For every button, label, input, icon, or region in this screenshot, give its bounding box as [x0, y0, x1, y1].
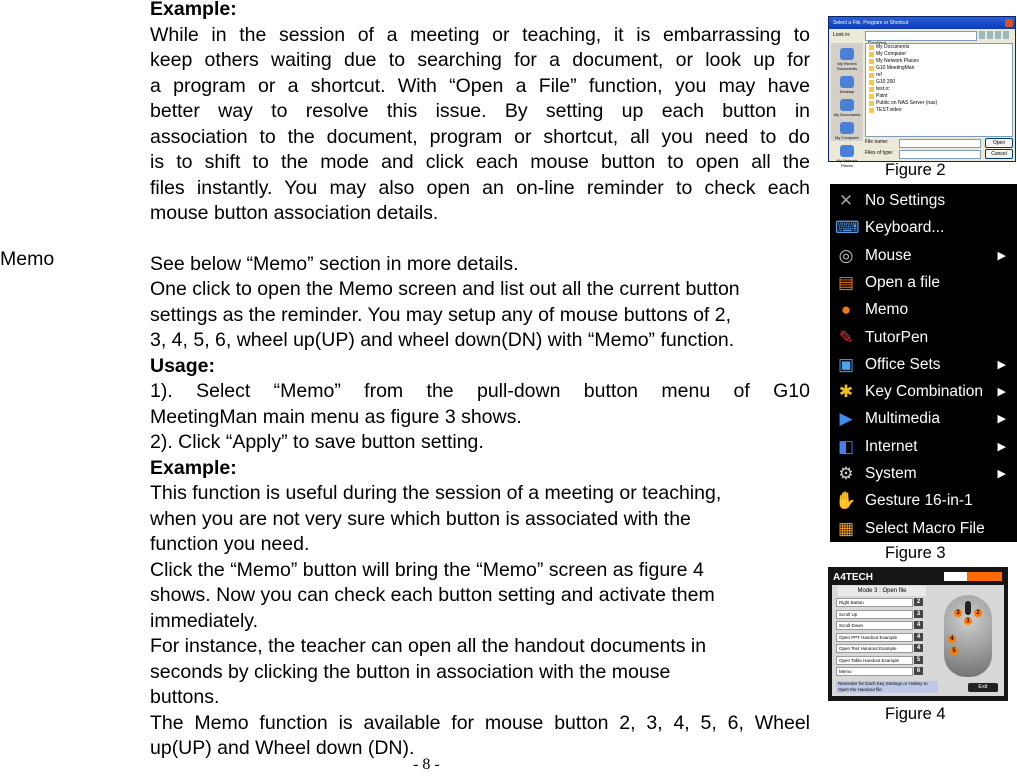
figure-3-menu — [830, 184, 1017, 542]
page-number: - 8 - — [413, 756, 440, 773]
main-text-column — [150, 0, 810, 762]
button-slot: Scroll Down — [836, 621, 913, 630]
mouse-button-marker: 4 — [948, 635, 956, 643]
cancel-button: Cancel — [985, 149, 1013, 159]
text-line: settings as the reminder. You may setup any of mouse buttons of 2, — [150, 303, 732, 326]
exit-button: Exit — [968, 683, 998, 692]
example-heading-2: Example: — [150, 456, 237, 479]
menu-item-label: Memo — [865, 301, 909, 319]
dialog-toolbar — [979, 31, 1011, 39]
menu-item — [830, 351, 1017, 378]
text-line: This function is useful during the session of a meeting or teaching, — [150, 482, 722, 504]
menu-item-label: Mouse — [865, 246, 912, 264]
submenu-arrow-icon: ▶ — [997, 440, 1006, 453]
button-slot: Open Table Handout Example — [836, 656, 913, 665]
menu-item — [830, 433, 1017, 460]
menu-item — [830, 378, 1017, 405]
mouse-button-marker: 2 — [974, 609, 982, 617]
menu-item-icon: ▶ — [839, 409, 853, 429]
figure-4-memo-screen — [828, 567, 1008, 701]
dialog-title: Select a File, Program or Shortcut — [833, 20, 909, 26]
menu-item — [830, 187, 1017, 214]
text-line: See below “Memo” section in more details. — [150, 252, 519, 275]
text-line: mouse button association details. — [150, 202, 439, 224]
text-line: better way to resolve this issue. By setting up each button in — [150, 100, 810, 122]
figure-2-file-dialog — [828, 16, 1016, 168]
submenu-arrow-icon: ▶ — [997, 413, 1006, 426]
submenu-arrow-icon: ▶ — [997, 249, 1006, 262]
memo-term: Memo — [0, 248, 55, 270]
file-list — [865, 43, 1013, 137]
file-item: G10 MeetingMan — [866, 65, 1012, 72]
file-type-label: Files of type: — [865, 150, 894, 156]
text-line: shows. Now you can check each button setting and activate them — [150, 584, 715, 606]
place-icon — [840, 48, 854, 60]
text-line: up(UP) and Wheel down (DN). — [150, 737, 415, 759]
open-button: Open — [985, 138, 1013, 148]
x7-logo — [944, 572, 1002, 581]
example-2-paragraph — [150, 481, 810, 762]
text-line: files instantly. You may also open an on-line reminder to check each — [150, 176, 810, 199]
button-slot: Scroll Up — [836, 610, 913, 619]
text-line: 2). Click “Apply” to save button setting. — [150, 431, 484, 453]
file-item: My Network Places — [866, 58, 1012, 65]
place-item — [831, 122, 863, 140]
close-icon — [1005, 19, 1013, 27]
text-line: function you need. — [150, 533, 310, 555]
text-line: keep others waiting due to searching for a document, or look up for — [150, 49, 810, 71]
dialog-title-bar — [829, 17, 1015, 29]
places-bar — [831, 43, 863, 168]
place-icon — [840, 76, 854, 88]
text-line: For instance, the teacher can open all the handout documents in — [150, 635, 707, 657]
text-line: buttons. — [150, 686, 220, 708]
submenu-arrow-icon: ▶ — [997, 468, 1006, 480]
menu-item — [830, 296, 1017, 323]
menu-item-icon: ▦ — [837, 518, 855, 538]
place-label: My Network Places — [836, 158, 858, 168]
menu-item — [830, 214, 1017, 241]
text-line: 3, 4, 5, 6, wheel up(UP) and wheel down(DN) with “Memo” function. — [150, 329, 735, 351]
reminder-text: Reminder for Each Key Settings or Hotkey to Open the Handout file. — [836, 681, 938, 693]
text-line: The Memo function is available for mouse button 2, 3, 4, 5, 6, Wheel — [150, 711, 810, 734]
text-line: a program or a shortcut. With “Open a File” function, you may have — [150, 74, 810, 97]
menu-item — [830, 242, 1017, 269]
menu-item-label: Gesture 16-in-1 — [865, 492, 973, 510]
menu-item-icon: ⌨ — [835, 218, 860, 238]
menu-item-icon: ✎ — [838, 327, 854, 347]
place-icon — [840, 145, 854, 157]
menu-item-label: Multimedia — [865, 410, 940, 428]
menu-item-label: Internet — [865, 437, 918, 455]
button-slot: Memo — [836, 667, 913, 676]
mouse-button-marker: 5 — [950, 647, 958, 655]
place-label: My Computer — [834, 135, 859, 140]
look-in-select — [865, 31, 977, 41]
file-item: Paint — [866, 93, 1012, 100]
menu-item-label: Keyboard... — [865, 219, 945, 237]
example-1-paragraph — [150, 23, 810, 227]
file-item: ref — [866, 72, 1012, 79]
place-icon — [840, 99, 854, 111]
submenu-arrow-icon: ▶ — [997, 386, 1006, 399]
text-line: association to the document, program or shortcut, all you need to do — [150, 125, 810, 148]
menu-item — [830, 487, 1017, 514]
menu-item — [830, 269, 1017, 296]
place-icon — [840, 122, 854, 134]
menu-item — [830, 405, 1017, 432]
mouse-button-marker: 1 — [964, 617, 972, 625]
menu-item-label: Select Macro File — [865, 519, 985, 537]
menu-item — [830, 324, 1017, 351]
memo-description — [150, 252, 810, 354]
usage-heading: Usage: — [150, 354, 216, 377]
menu-item-icon: ✱ — [838, 382, 854, 402]
file-type-select — [899, 150, 981, 159]
file-item: My Computer — [866, 51, 1012, 58]
place-label: My Documents — [833, 112, 861, 117]
menu-item-label: Open a file — [865, 273, 940, 291]
menu-item-icon: ✕ — [838, 191, 854, 210]
file-item: test.rc — [866, 86, 1012, 93]
mouse-button-marker: 3 — [954, 609, 962, 617]
submenu-arrow-icon: ▶ — [997, 358, 1006, 371]
menu-item-icon: ● — [840, 300, 852, 320]
text-line: Click the “Memo” button will bring the “Memo” screen as figure 4 — [150, 558, 704, 581]
text-line: One click to open the Memo screen and list out all the current button — [150, 278, 740, 300]
text-line: 1). Select “Memo” from the pull-down button menu of G10 — [150, 380, 810, 402]
file-name-input — [899, 139, 981, 148]
place-item — [831, 99, 863, 117]
button-slot: Open PPT Handout Example — [836, 633, 913, 642]
text-line: immediately. — [150, 609, 259, 632]
look-in-label: Look in: — [833, 32, 851, 38]
text-line: MeetingMan main menu as figure 3 shows. — [150, 405, 522, 428]
menu-item-icon: ✋ — [835, 491, 857, 511]
text-line: seconds by clicking the button in association with the mouse — [150, 660, 671, 683]
mouse-image — [944, 595, 992, 677]
button-slot: Open Text Handout Example — [836, 644, 913, 653]
place-item — [831, 48, 863, 71]
usage-steps — [150, 379, 810, 456]
button-number-badge: 4 — [914, 633, 923, 641]
figure-4-caption: Figure 4 — [885, 705, 946, 723]
button-number-badge: 3 — [914, 610, 923, 618]
figure-3-caption: Figure 3 — [885, 544, 946, 562]
button-number-badge: 6 — [914, 667, 923, 675]
button-number-badge: 5 — [914, 656, 923, 664]
button-number-badge: 4 — [914, 644, 923, 652]
file-item: TEST.video — [866, 107, 1012, 114]
example-heading-1: Example: — [150, 0, 237, 20]
memo-panel — [832, 585, 1004, 696]
menu-item-icon: ▤ — [837, 272, 855, 292]
menu-item-label: No Settings — [865, 192, 946, 209]
place-label: Desktop — [839, 89, 855, 94]
menu-item-icon: ▣ — [837, 354, 855, 374]
menu-item-label: Office Sets — [865, 355, 941, 373]
button-number-badge: 2 — [914, 598, 923, 606]
menu-item-icon: ◧ — [837, 436, 855, 456]
mouse-wheel — [965, 601, 971, 615]
menu-item — [830, 460, 1017, 487]
text-line: While in the session of a meeting or teaching, it is embarrassing to — [150, 23, 810, 46]
figure-2-caption: Figure 2 — [885, 161, 946, 179]
brand-logo: A4TECH — [833, 572, 874, 583]
menu-item — [830, 515, 1017, 542]
menu-item-label: Key Combination — [865, 383, 984, 401]
file-item: G10 200 — [866, 79, 1012, 86]
menu-item-label: System — [865, 465, 917, 482]
menu-item-icon: ⚙ — [838, 464, 854, 483]
place-item — [831, 145, 863, 168]
place-item — [831, 76, 863, 94]
text-line: is to shift to the mode and click each mouse button to open all the — [150, 151, 810, 173]
menu-item-icon: ◎ — [838, 245, 854, 265]
button-number-badge: 4 — [914, 621, 923, 629]
file-item: Public on NAS Server (nas) — [866, 100, 1012, 107]
text-line: when you are not very sure which button is associated with the — [150, 507, 691, 530]
file-item: My Documents — [866, 44, 1012, 51]
place-label: My Recent Documents — [836, 61, 858, 71]
button-slot: Right Button — [836, 598, 913, 607]
mode-title: Mode 3 : Open file — [838, 586, 926, 596]
menu-item-label: TutorPen — [865, 328, 929, 346]
file-name-label: File name: — [865, 139, 889, 145]
